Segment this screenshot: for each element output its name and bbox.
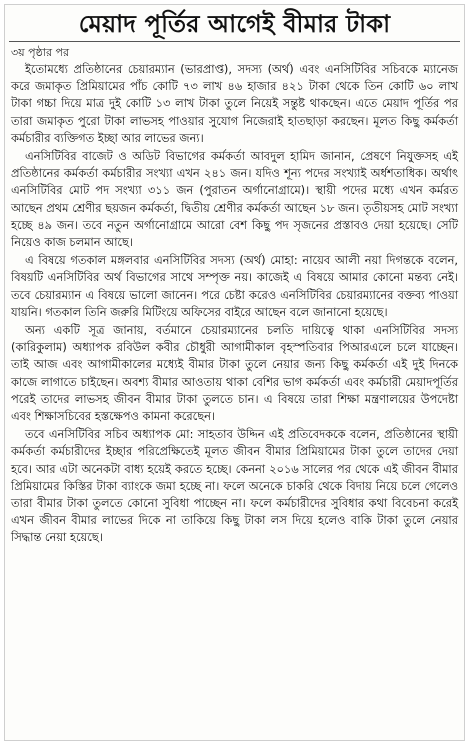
article-paragraph-4: অন্য একটি সূত্র জানায়, বর্তমানে চেয়ারম্যানের চলতি দায়িত্বে থাকা এনসিটিবির সদস্য (কারিকুলাম) অধ্যাপক রবিউল কবীর চৌধুরী আগামীকাল বৃহস্পতিবার পিআরএলে চলে যাচ্ছেন। তাই আজ এবং আগামীকালের মধ্যেই বীমার টাকা তুলে নেয়ার জন্য কিছু কর্মকর্তা এই দুই দিনকে কাজে লাগাতে চাইছেন। অবশ্য বীমার আওতায় থাকা বেশির ভাগ কর্মকর্তা এবং কর্মচারী মেয়াদপূর্তির পরেই তাদের লাভসহ জীবন বীমার টাকা তুলতে চান। এ বিষয়ে তারা শিক্ষা মন্ত্রণালয়ের উপদেষ্টা এবং শিক্ষাসচিবের হস্তক্ষেপও কামনা করেছেন।	[11, 323, 458, 424]
article-paragraph-2: এনসিটিবির বাজেট ও অডিট বিভাগের কর্মকর্তা আবদুল হামিদ জানান, প্রেষণে নিযুক্তসহ এই প্রতিষ্ঠানের কর্মকর্তা কর্মচারীর সংখ্যা এখন ২৪১ জন। যদিও শূন্য পদের সংখ্যাই অর্ধশতাধিক। অর্থাৎ এনসিটিবির মোট পদ সংখ্যা ৩১১ জন (পুরাতন অর্গানোগ্রামে)। স্থায়ী পদের মধ্যে এখন কর্মরত আছেন প্রথম শ্রেণীর ছয়জন কর্মকর্তা, দ্বিতীয় শ্রেণীর কর্মকর্তা আছেন ১৮ জন। তৃতীয়সহ মোট সংখ্যা হচ্ছে ৪৯ জন। তবে নতুন অর্গানোগ্রামে আরো বেশ কিছু পদ সৃজনের প্রস্তাবও দেয়া হয়েছে। সেটি নিয়েও কাজ চলমান আছে।	[11, 149, 458, 250]
continuation-note: ৩য় পৃষ্ঠার পর	[11, 46, 70, 59]
article-headline: মেয়াদ পূর্তির আগেই বীমার টাকা	[78, 9, 391, 38]
article-paragraph-5: তবে এনসিটিবির সচিব অধ্যাপক মো: সাহতাব উদ্দিন এই প্রতিবেদককে বলেন, প্রতিষ্ঠানের স্থায়ী কর্মকর্তা কর্মচারীদের ইচ্ছার পরিপ্রেক্ষিতেই মূলত জীবন বীমার প্রিমিয়ামের টাকা তুলে তাদের দেয়া হবে। আর এটা অনেকটা বাধ্য হয়েই করতে হচ্ছে। কেননা ২০১৬ সালের পর থেকে এই জীবন বীমার প্রিমিয়ামের কিস্তির টাকা ব্যাংকে জমা হচ্ছে না। ফলে অনেকে চাকরি থেকে বিদায় নিয়ে চলে গেলেও তারা বীমার টাকা তুলতে কোনো সুবিধা পাচ্ছেন না। ফলে কর্মচারীদের সুবিধার কথা বিবেচনা করেই এখন জীবন বীমার লাভের দিকে না তাকিয়ে কিছু টাকা লস দিয়ে হলেও বাকি টাকা তুলে নেয়ার সিদ্ধান্ত নেয়া হয়েছে।	[11, 427, 458, 545]
article-paragraph-3: এ বিষয়ে গতকাল মঙ্গলবার এনসিটিবির সদস্য (অর্থ) মোহা: নায়েব আলী নয়া দিগন্তকে বলেন, বিষয়টি এনসিটিবির অর্থ বিভাগের সাথে সম্পৃক্ত নয়। কাজেই এ বিষয়ে আমার কোনো মন্তব্য নেই। তবে চেয়ারম্যান এ বিষয়ে ভালো জানেন। পরে চেষ্টা করেও এনসিটিবির চেয়ারম্যানের বক্তব্য পাওয়া যায়নি। গতকাল তিনি জরুরি মিটিংয়ে অফিসের বাইরে আছেন বলে জানানো হয়েছে।	[11, 253, 458, 319]
article-paragraph-1: ইতোমধ্যে প্রতিষ্ঠানের চেয়ারম্যান (ভারপ্রাপ্ত), সদস্য (অর্থ) এবং এনসিটিবির সচিবকে ম্যানেজ করে জমাকৃত প্রিমিয়ামের পাঁচ কোটি ৭৩ লাখ ৪৬ হাজার ৪২১ টাকা থেকে তিন কোটি ৬০ লাখ টাকা গচ্চা দিয়ে মাত্র দুই কোটি ১৩ লাখ টাকা তুলে নিয়েই সন্তুষ্ট থাকছেন। এতে মেয়াদ পূর্তির পর তারা জমাকৃত পুরো টাকা লাভসহ পাওয়ার সুযোগ নিজেরাই হাতছাড়া করছেন। মূলত কিছু কর্মকর্তা কর্মচারীর ব্যক্তিগত ইচ্ছা আর লাভের জন্য।	[11, 62, 458, 145]
article-body	[5, 61, 464, 547]
headline-divider	[9, 41, 460, 42]
news-clipping	[4, 4, 465, 741]
